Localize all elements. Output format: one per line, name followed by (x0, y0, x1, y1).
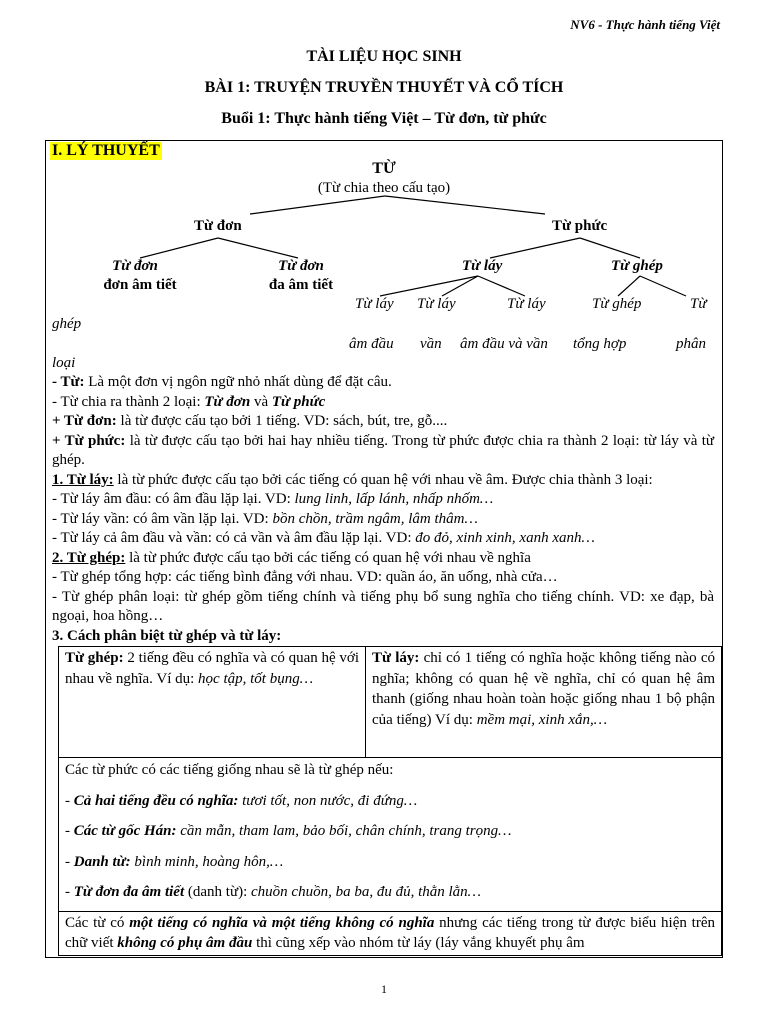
def-tu-ghep-text: là từ phức được cấu tạo bởi các tiếng có quan hệ với nhau về nghĩa (125, 549, 531, 566)
cell-tu-lay-ex: mềm mại, xinh xắn,… (476, 711, 608, 728)
last-d: không có phụ âm đầu (117, 935, 253, 951)
tree-node-don-am-tiet-2: đơn âm tiết (103, 277, 177, 293)
note-item-4: - Từ đơn đa âm tiết (danh từ): chuồn chuồn, ba ba, đu đủ, thằn lằn… (65, 884, 481, 900)
cell-tu-ghep-label: Từ ghép: (65, 650, 124, 666)
lay-am-dau (52, 490, 714, 510)
def-tu-lay (52, 471, 714, 491)
note-item-3-label: Danh từ: (73, 853, 131, 870)
tree-line-lay-1 (380, 276, 478, 296)
tree-leaf-ghep-phan-loai-2: phân (676, 336, 706, 352)
tree-line-don-2 (218, 238, 298, 258)
cell-tu-lay (366, 647, 722, 758)
def-chia-c: và (250, 393, 272, 410)
note-item-3: - Danh từ: bình minh, hoàng hôn,… (65, 853, 284, 870)
def-tu-phuc-label: + Từ phức: (52, 432, 126, 449)
cell-tu-ghep-ex: học tập, tốt bụng… (198, 670, 314, 687)
lay-van-b: bồn chồn, trầm ngâm, lâm thâm… (272, 510, 478, 527)
tree-line-don-1 (140, 238, 218, 258)
def-tu-phuc-text: là từ được cấu tạo bởi hai hay nhiều tiếng. Trong từ phức được chia ra thành 2 loại: từ láy và từ ghép. (52, 432, 715, 468)
tree-line-root-left (250, 196, 385, 214)
lay-ca-b: đo đỏ, xinh xinh, xanh xanh… (415, 530, 595, 546)
def-tu-don-label: + Từ đơn: (52, 413, 117, 429)
cell-tu-ghep (59, 647, 366, 758)
lay-van (52, 510, 714, 530)
tree-node-tu-ghep: Từ ghép (611, 258, 663, 274)
note-intro: Các từ phức có các tiếng giống nhau sẽ là từ ghép nếu: (65, 762, 394, 778)
note-item-1-text: tươi tốt, non nước, đi đứng… (238, 792, 418, 809)
table-row (59, 911, 722, 955)
lay-am-dau-a: - Từ láy âm đầu: có âm đầu lặp lại. VD: (52, 491, 295, 507)
tree-leaf-lay-ca-1: Từ láy (507, 296, 546, 312)
tree-line-ghep-1 (618, 276, 640, 296)
table-row (59, 758, 722, 912)
cell-last (59, 911, 722, 955)
def-tu-label: - Từ: (52, 374, 85, 390)
def-tu-don (52, 412, 714, 432)
tree-leaf-lay-van-2: vần (420, 336, 442, 352)
lay-van-a: - Từ láy vần: có âm vần lặp lại. VD: (52, 510, 273, 527)
tree-line-ghep-2 (640, 276, 686, 296)
note-item-4-text: chuồn chuồn, ba ba, đu đủ, thằn lằn… (251, 884, 481, 900)
tree-leaf-ghep-tong-hop-2: tổng hợp (573, 336, 627, 352)
note-item-1: - Cả hai tiếng đều có nghĩa: tươi tốt, non nước, đi đứng… (65, 792, 418, 809)
cell-tu-lay-label: Từ láy: (372, 650, 420, 666)
page-number: 1 (381, 982, 387, 996)
doc-title: TÀI LIỆU HỌC SINH (306, 48, 462, 65)
page-bottom-mask (44, 958, 734, 978)
tree-line-lay-2 (442, 276, 478, 296)
ghep-phan-loai: - Từ ghép phân loại: từ ghép gồm tiếng chính và tiếng phụ bổ sung nghĩa cho tiếng chính. VD: xe đạp, bà ngoại, hoa hồng… (52, 588, 714, 624)
note-item-4-label: Từ đơn đa âm tiết (73, 884, 185, 900)
tree-leaf-lay-van-1: Từ láy (417, 296, 456, 312)
def-chia (52, 393, 714, 413)
header-note: NV6 - Thực hành tiếng Việt (570, 17, 720, 32)
tree-node-don-am-tiet-1: Từ đơn (112, 258, 158, 274)
tree-node-da-am-tiet-2: đa âm tiết (268, 277, 334, 293)
cell-tu-lay-text: chỉ có 1 tiếng có nghĩa hoặc không tiếng nào có nghĩa; không có quan hệ về nghĩa, chỉ có quan hệ âm thanh (giống nhau hoàn toàn hoặc giống nhau 1 bộ phận của tiếng) Ví dụ: (372, 650, 715, 728)
table-row (59, 647, 722, 758)
tree-leaf-ghep-phan-loai-1: Từ (690, 296, 707, 312)
tree-root-sub: (Từ chia theo cấu tạo) (317, 180, 451, 196)
tree-root: TỪ (372, 160, 396, 177)
def-tu-don-text: là từ được cấu tạo bởi 1 tiếng. VD: sách, bút, tre, gỗ.... (116, 413, 448, 429)
tree-node-tu-lay: Từ láy (462, 258, 503, 274)
cell-note (59, 758, 722, 912)
tree-node-da-am-tiet-1: Từ đơn (278, 258, 324, 274)
theory-text (52, 373, 714, 646)
tree-leaf-lay-ca-2: âm đầu và vần (460, 336, 548, 352)
def-tu (52, 373, 714, 393)
lay-am-dau-b: lung linh, lấp lánh, nhấp nhốm… (294, 491, 494, 507)
tree-node-tu-don: Từ đơn (194, 218, 242, 234)
tree-line-phuc-1 (490, 238, 580, 258)
last-e: thì cũng xếp vào nhóm từ láy (láy vắng khuyết phụ âm (252, 935, 585, 951)
tree-leaf-wrap-ghep: ghép (52, 316, 82, 332)
note-item-1-label: Cả hai tiếng đều có nghĩa: (73, 792, 239, 809)
note-item-2-label: Các từ gốc Hán: (73, 823, 177, 839)
note-item-4-mid: (danh từ): (184, 884, 251, 900)
tree-line-root-right (385, 196, 545, 214)
tree-line-phuc-2 (580, 238, 640, 258)
session-title: Buổi 1: Thực hành tiếng Việt – Từ đơn, từ phức (221, 110, 547, 127)
lay-ca-a: - Từ láy cả âm đầu và vần: có cả vần và âm đầu lặp lại. VD: (52, 530, 416, 546)
last-a: Các từ có (65, 914, 130, 931)
last-c: nhưng các tiếng trong từ được biểu hiện trên chữ viết (65, 914, 716, 951)
tree-leaf-lay-am-dau-1: Từ láy (355, 296, 394, 312)
lay-ca (52, 529, 714, 549)
tree-leaf-wrap-loai: loại (52, 355, 76, 371)
last-b: một tiếng có nghĩa và một tiếng không có nghĩa (129, 914, 435, 931)
note-item-3-text: bình minh, hoàng hôn,… (130, 853, 284, 870)
tree-leaf-ghep-tong-hop-1: Từ ghép (592, 296, 642, 312)
def-tu-phuc (52, 432, 714, 471)
def-chia-b: Từ đơn (204, 393, 251, 410)
section-heading: I. LÝ THUYẾT (52, 142, 160, 159)
cell-tu-ghep-text: 2 tiếng đều có nghĩa và có quan hệ với nhau về nghĩa. Ví dụ: (65, 650, 360, 687)
tree-node-tu-phuc: Từ phức (552, 218, 608, 234)
def-chia-a: - Từ chia ra thành 2 loại: (52, 393, 205, 410)
comparison-table (58, 646, 722, 956)
tree-line-lay-3 (478, 276, 525, 296)
def-tu-ghep-label: 2. Từ ghép: (52, 549, 126, 566)
cach-phan-biet: 3. Cách phân biệt từ ghép và từ láy: (52, 627, 282, 644)
tree-leaf-lay-am-dau-2: âm đầu (349, 336, 394, 352)
ghep-tong-hop: - Từ ghép tổng hợp: các tiếng bình đẳng với nhau. VD: quần áo, ăn uống, nhà cửa… (52, 569, 558, 585)
def-chia-d: Từ phức (271, 393, 326, 410)
def-tu-lay-label: 1. Từ láy: (52, 471, 114, 488)
def-tu-text: Là một đơn vị ngôn ngữ nhỏ nhất dùng để đặt câu. (84, 374, 392, 390)
note-item-2: - Các từ gốc Hán: cần mẫn, tham lam, bảo bối, chân chính, trang trọng… (65, 823, 512, 839)
lesson-title: BÀI 1: TRUYỆN TRUYỀN THUYẾT VÀ CỔ TÍCH (204, 79, 564, 96)
def-tu-ghep (52, 549, 714, 569)
def-tu-lay-text: là từ phức được cấu tạo bởi các tiếng có quan hệ với nhau về âm. Được chia thành 3 loại: (113, 471, 653, 488)
note-item-2-text: cần mẫn, tham lam, bảo bối, chân chính, trang trọng… (176, 823, 512, 839)
